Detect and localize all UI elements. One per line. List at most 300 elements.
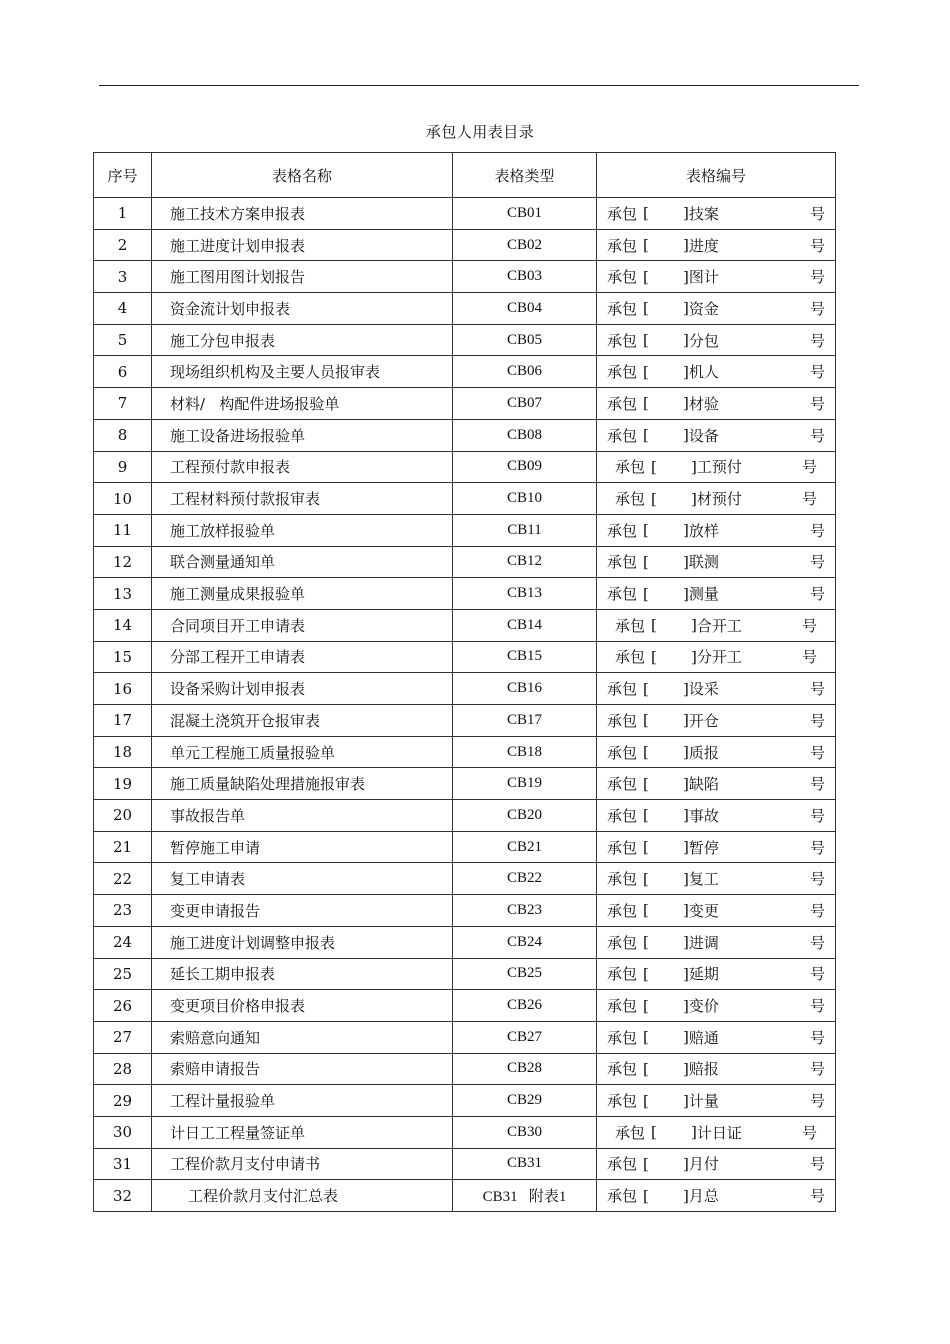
table-row [94,863,836,895]
code-close-bracket: ] [683,774,689,793]
form-name: 施工分包申报表 [152,324,453,356]
form-type: CB06 [453,356,597,388]
form-code [597,356,836,388]
row-number: 8 [94,419,152,451]
code-open-bracket: [ [643,426,649,445]
code-kind: 赔通 [688,1028,719,1047]
form-code-text [597,1153,835,1174]
code-close-bracket: ] [683,1154,689,1173]
row-number: 31 [94,1148,152,1180]
row-number: 13 [94,578,152,610]
code-kind: 赔报 [688,1060,719,1079]
code-suffix: 号 [809,838,825,857]
code-prefix: 承包 [607,426,638,445]
code-open-bracket: [ [643,933,649,952]
code-prefix: 承包 [607,268,638,287]
form-code-text [597,1185,835,1206]
form-code [597,198,836,230]
code-kind: 分包 [688,331,719,350]
code-suffix: 号 [809,1028,825,1047]
code-open-bracket: [ [643,394,649,413]
code-suffix: 号 [809,1092,825,1111]
code-prefix: 承包 [607,806,638,825]
table-row [94,641,836,673]
form-type: CB10 [453,483,597,515]
code-kind: 测量 [688,585,719,604]
code-open-bracket: [ [643,996,649,1015]
form-type: CB28 [453,1053,597,1085]
row-number: 6 [94,356,152,388]
form-name: 暂停施工申请 [152,831,453,863]
code-kind: 计日证 [696,1123,742,1142]
form-type: CB03 [453,261,597,293]
row-number: 14 [94,609,152,641]
code-prefix: 承包 [607,775,638,794]
form-name: 合同项目开工申请表 [152,609,453,641]
row-number: 7 [94,388,152,420]
header-num: 序号 [94,153,152,198]
form-name: 工程材料预付款报审表 [152,483,453,515]
code-open-bracket: [ [651,457,657,476]
code-close-bracket: ] [691,457,697,476]
form-type: CB31 [453,1148,597,1180]
form-name: 材料/ 构配件进场报验单 [152,388,453,420]
form-name: 资金流计划申报表 [152,293,453,325]
code-prefix: 承包 [607,521,638,540]
code-prefix: 承包 [607,1155,638,1174]
code-kind: 放样 [688,521,719,540]
header-code: 表格编号 [597,153,836,198]
code-suffix: 号 [801,458,817,477]
code-close-bracket: ] [691,1123,697,1142]
header-row [94,153,836,198]
code-kind: 事故 [688,806,719,825]
row-number: 30 [94,1116,152,1148]
row-number: 15 [94,641,152,673]
row-number: 29 [94,1085,152,1117]
code-close-bracket: ] [683,1059,689,1078]
row-number: 20 [94,800,152,832]
code-open-bracket: [ [643,236,649,255]
code-open-bracket: [ [643,679,649,698]
code-prefix: 承包 [615,490,646,509]
code-suffix: 号 [809,268,825,287]
code-open-bracket: [ [643,743,649,762]
code-prefix: 承包 [607,363,638,382]
row-number: 10 [94,483,152,515]
table-row [94,229,836,261]
code-open-bracket: [ [643,362,649,381]
form-code [597,419,836,451]
table-row [94,546,836,578]
form-code-text [597,646,835,667]
form-code-text [597,361,835,382]
row-number: 11 [94,514,152,546]
form-code [597,895,836,927]
code-prefix: 承包 [607,394,638,413]
row-number: 17 [94,705,152,737]
form-code-text [597,235,835,256]
code-prefix: 承包 [607,680,638,699]
code-close-bracket: ] [683,679,689,698]
form-type: CB23 [453,895,597,927]
form-code [597,293,836,325]
code-suffix: 号 [809,394,825,413]
table-row [94,1180,836,1212]
form-code-text [597,393,835,414]
code-open-bracket: [ [643,806,649,825]
row-number: 21 [94,831,152,863]
form-code [597,229,836,261]
code-close-bracket: ] [691,647,697,666]
code-close-bracket: ] [683,426,689,445]
form-name: 工程预付款申报表 [152,451,453,483]
code-open-bracket: [ [643,1154,649,1173]
code-open-bracket: [ [643,552,649,571]
form-type: CB01 [453,198,597,230]
code-open-bracket: [ [643,901,649,920]
form-code [597,1053,836,1085]
code-close-bracket: ] [683,964,689,983]
code-suffix: 号 [809,743,825,762]
code-kind: 缺陷 [688,775,719,794]
table-row [94,356,836,388]
code-suffix: 号 [809,236,825,255]
code-close-bracket: ] [683,1028,689,1047]
table-row [94,198,836,230]
form-code [597,926,836,958]
code-prefix: 承包 [607,585,638,604]
code-kind: 月总 [688,1187,719,1206]
code-open-bracket: [ [643,1059,649,1078]
form-name: 施工进度计划调整申报表 [152,926,453,958]
form-name: 施工技术方案申报表 [152,198,453,230]
form-code-text [597,425,835,446]
code-suffix: 号 [809,806,825,825]
code-suffix: 号 [801,1123,817,1142]
form-type: CB30 [453,1116,597,1148]
form-type: CB11 [453,514,597,546]
code-suffix: 号 [809,933,825,952]
form-code-text [597,520,835,541]
form-type: CB08 [453,419,597,451]
code-prefix: 承包 [607,1187,638,1206]
form-code [597,1021,836,1053]
row-number: 16 [94,673,152,705]
code-kind: 进度 [688,236,719,255]
form-code [597,261,836,293]
form-name: 分部工程开工申请表 [152,641,453,673]
row-number: 18 [94,736,152,768]
form-type: CB07 [453,388,597,420]
code-suffix: 号 [809,553,825,572]
row-number: 28 [94,1053,152,1085]
table-row [94,1021,836,1053]
code-kind: 设备 [688,426,719,445]
code-close-bracket: ] [691,616,697,635]
page-title: 承包人用表目录 [425,123,535,141]
form-code [597,324,836,356]
code-close-bracket: ] [683,394,689,413]
code-suffix: 号 [809,204,825,223]
row-number: 9 [94,451,152,483]
code-prefix: 承包 [607,997,638,1016]
code-kind: 材验 [688,394,719,413]
top-rule [99,85,859,86]
form-name: 单元工程施工质量报验单 [152,736,453,768]
form-code-text [597,488,835,509]
form-name: 延长工期申报表 [152,958,453,990]
code-close-bracket: ] [683,996,689,1015]
code-kind: 暂停 [688,838,719,857]
form-code-text [597,298,835,319]
row-number: 1 [94,198,152,230]
table-row [94,800,836,832]
code-prefix: 承包 [615,616,646,635]
form-type: CB18 [453,736,597,768]
table-row [94,388,836,420]
form-code-text [597,1027,835,1048]
form-code [597,483,836,515]
code-open-bracket: [ [643,521,649,540]
form-type: CB21 [453,831,597,863]
code-open-bracket: [ [651,616,657,635]
code-close-bracket: ] [683,933,689,952]
form-code [597,578,836,610]
form-type: CB13 [453,578,597,610]
code-prefix: 承包 [607,299,638,318]
code-close-bracket: ] [683,552,689,571]
form-name: 施工测量成果报验单 [152,578,453,610]
form-type: CB05 [453,324,597,356]
code-close-bracket: ] [683,299,689,318]
code-kind: 材预付 [696,490,742,509]
form-code-text [597,678,835,699]
code-kind: 开仓 [688,711,719,730]
code-suffix: 号 [809,965,825,984]
row-number: 2 [94,229,152,261]
form-code-text [597,583,835,604]
table-row [94,990,836,1022]
code-open-bracket: [ [643,838,649,857]
code-close-bracket: ] [683,743,689,762]
table-row [94,831,836,863]
form-name: 施工放样报验单 [152,514,453,546]
code-suffix: 号 [809,1155,825,1174]
form-code [597,514,836,546]
code-prefix: 承包 [607,1092,638,1111]
code-open-bracket: [ [651,1123,657,1142]
code-kind: 图计 [688,268,719,287]
code-open-bracket: [ [643,204,649,223]
row-number: 12 [94,546,152,578]
form-name: 工程价款月支付汇总表 [152,1180,453,1212]
form-code [597,1148,836,1180]
code-close-bracket: ] [683,267,689,286]
code-kind: 联测 [688,553,719,572]
code-open-bracket: [ [643,267,649,286]
code-prefix: 承包 [607,553,638,572]
form-type: CB24 [453,926,597,958]
table-row [94,926,836,958]
form-name: 索赔申请报告 [152,1053,453,1085]
form-name: 工程计量报验单 [152,1085,453,1117]
form-code-text [597,1058,835,1079]
form-code [597,673,836,705]
form-type: CB04 [453,293,597,325]
table-row [94,736,836,768]
table-row [94,1085,836,1117]
code-kind: 工预付 [696,458,742,477]
form-type: CB17 [453,705,597,737]
form-code [597,863,836,895]
form-type: CB15 [453,641,597,673]
code-prefix: 承包 [607,838,638,857]
form-code-text [597,805,835,826]
row-number: 26 [94,990,152,1022]
form-code [597,958,836,990]
code-kind: 延期 [688,965,719,984]
code-kind: 分开工 [696,648,742,667]
code-prefix: 承包 [615,648,646,667]
form-name: 混凝土浇筑开仓报审表 [152,705,453,737]
code-close-bracket: ] [683,1091,689,1110]
code-close-bracket: ] [683,901,689,920]
form-catalog-table [93,152,836,1212]
form-code-text [597,932,835,953]
form-code-text [597,868,835,889]
code-prefix: 承包 [607,236,638,255]
code-suffix: 号 [809,901,825,920]
code-prefix: 承包 [607,204,638,223]
table-row [94,895,836,927]
form-name: 施工质量缺陷处理措施报审表 [152,768,453,800]
code-kind: 合开工 [696,616,742,635]
row-number: 5 [94,324,152,356]
table-body [94,198,836,1212]
form-code [597,831,836,863]
form-name: 变更申请报告 [152,895,453,927]
code-kind: 设采 [688,680,719,699]
code-kind: 进调 [688,933,719,952]
table-row [94,293,836,325]
code-prefix: 承包 [607,1028,638,1047]
code-suffix: 号 [801,616,817,635]
form-type: CB22 [453,863,597,895]
form-code-text [597,330,835,351]
form-code-text [597,266,835,287]
form-code-text [597,1090,835,1111]
row-number: 27 [94,1021,152,1053]
form-code-text [597,456,835,477]
code-suffix: 号 [809,426,825,445]
table-row [94,419,836,451]
form-type: CB27 [453,1021,597,1053]
header-name: 表格名称 [152,153,453,198]
code-prefix: 承包 [615,1123,646,1142]
form-name: 施工进度计划申报表 [152,229,453,261]
form-code [597,990,836,1022]
row-number: 24 [94,926,152,958]
form-name: 联合测量通知单 [152,546,453,578]
table-row [94,958,836,990]
code-suffix: 号 [809,521,825,540]
code-suffix: 号 [809,775,825,794]
code-suffix: 号 [809,870,825,889]
code-suffix: 号 [801,490,817,509]
code-open-bracket: [ [643,584,649,603]
code-open-bracket: [ [643,711,649,730]
form-type: CB12 [453,546,597,578]
form-code-text [597,551,835,572]
code-open-bracket: [ [651,647,657,666]
row-number: 4 [94,293,152,325]
form-type: CB29 [453,1085,597,1117]
table-row [94,609,836,641]
table-row [94,768,836,800]
form-type: CB09 [453,451,597,483]
header-type: 表格类型 [453,153,597,198]
code-suffix: 号 [809,331,825,350]
row-number: 19 [94,768,152,800]
code-close-bracket: ] [683,838,689,857]
form-code-text [597,773,835,794]
form-code [597,768,836,800]
table-row [94,1116,836,1148]
code-suffix: 号 [809,1060,825,1079]
code-suffix: 号 [809,1187,825,1206]
row-number: 3 [94,261,152,293]
code-close-bracket: ] [683,806,689,825]
table-row [94,1053,836,1085]
code-close-bracket: ] [683,362,689,381]
code-open-bracket: [ [643,1186,649,1205]
form-code-text [597,203,835,224]
table-row [94,514,836,546]
form-code-text [597,900,835,921]
code-prefix: 承包 [607,331,638,350]
code-open-bracket: [ [643,331,649,350]
row-number: 22 [94,863,152,895]
code-open-bracket: [ [643,774,649,793]
form-code [597,609,836,641]
form-type: CB31 附表1 [453,1180,597,1212]
form-name: 设备采购计划申报表 [152,673,453,705]
code-prefix: 承包 [607,901,638,920]
row-number: 25 [94,958,152,990]
table-row [94,578,836,610]
code-close-bracket: ] [683,236,689,255]
code-prefix: 承包 [607,743,638,762]
code-close-bracket: ] [683,584,689,603]
form-code [597,1180,836,1212]
code-suffix: 号 [809,363,825,382]
form-type: CB19 [453,768,597,800]
form-code [597,546,836,578]
form-code [597,641,836,673]
code-suffix: 号 [809,997,825,1016]
form-code [597,388,836,420]
row-number: 23 [94,895,152,927]
code-open-bracket: [ [643,869,649,888]
code-open-bracket: [ [643,1091,649,1110]
form-code-text [597,963,835,984]
code-kind: 变更 [688,901,719,920]
code-open-bracket: [ [643,1028,649,1047]
code-kind: 技案 [688,204,719,223]
form-name: 事故报告单 [152,800,453,832]
form-code-text [597,710,835,731]
